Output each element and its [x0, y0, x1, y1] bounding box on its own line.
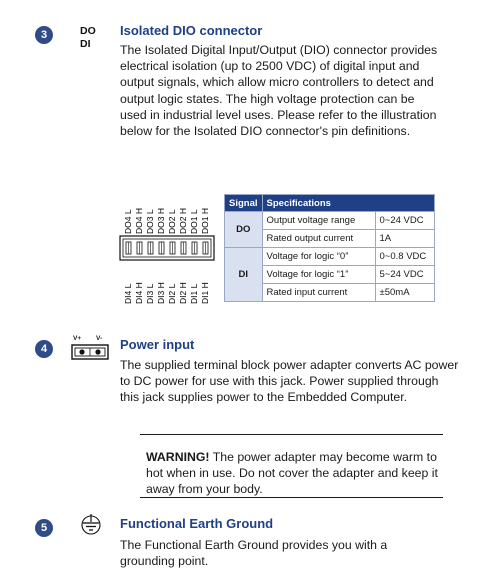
table-header-specifications: Specifications	[262, 195, 434, 212]
spec-name: Rated input current	[262, 284, 375, 302]
warning-box	[140, 434, 443, 498]
terminal-block-icon	[70, 335, 110, 363]
dio-spec-table	[224, 194, 435, 302]
pin-label-top: DO2 L	[167, 209, 177, 234]
spec-name: Output voltage range	[262, 212, 375, 230]
spec-value: 1A	[375, 230, 434, 248]
warning-text-block	[140, 449, 442, 498]
section-title-power: Power input	[120, 337, 195, 352]
table-row	[225, 248, 435, 266]
section-body-dio: The Isolated Digital Input/Output (DIO) connector provides electrical isolation (up to 2500 VDC) of digital input and output signals, which allow micro controllers to detect and output logic states. The high voltage protection can be used in industrial level uses. Please refer to the illustration below for the Isolated DIO connector's pin definitions.	[120, 43, 438, 139]
pin-label-bottom: DI3 H	[156, 282, 166, 304]
pin-label-top: DO4 H	[134, 208, 144, 234]
v-plus-label: V+	[73, 335, 82, 342]
spec-value: 0~24 VDC	[375, 212, 434, 230]
do-label: DO	[80, 25, 96, 37]
warning-text: The power adapter may become warm to hot when in use. Do not cover the adapter and keep it away from your body.	[146, 450, 438, 497]
section-title-earth-ground: Functional Earth Ground	[120, 516, 274, 531]
section-number-5: 5	[35, 519, 53, 537]
spec-value: 5~24 VDC	[375, 266, 434, 284]
di-label: DI	[80, 38, 91, 50]
signal-do: DO	[225, 212, 263, 248]
pin-label-bottom: DI3 L	[145, 283, 155, 304]
table-header-signal: Signal	[225, 195, 263, 212]
spec-name: Voltage for logic “0”	[262, 248, 375, 266]
pin-label-top: DO2 H	[178, 208, 188, 234]
pin-label-bottom: DI4 H	[134, 282, 144, 304]
section-number-4: 4	[35, 340, 53, 358]
section-body-earth-ground: The Functional Earth Ground provides you with a grounding point.	[120, 538, 388, 569]
warning-label: WARNING!	[146, 450, 210, 464]
v-minus-label: V-	[96, 335, 103, 342]
spec-value: ±50mA	[375, 284, 434, 302]
dio-connector-icon	[116, 186, 218, 306]
pin-label-bottom: DI2 H	[178, 282, 188, 304]
pin-label-bottom: DI4 L	[123, 283, 133, 304]
pin-label-bottom: DI1 H	[200, 282, 210, 304]
spec-value: 0~0.8 VDC	[375, 248, 434, 266]
pin-label-top: DO3 L	[145, 209, 155, 234]
pin-label-top: DO3 H	[156, 208, 166, 234]
earth-ground-icon	[78, 513, 104, 537]
pin-label-top: DO1 H	[200, 208, 210, 234]
pin-label-top: DO1 L	[189, 209, 199, 234]
pin-label-top: DO4 L	[123, 209, 133, 234]
section-body-power: The supplied terminal block power adapter converts AC power to DC power for use with this jack. Power supplied through this jack supplies power to the Embedded Computer.	[120, 358, 459, 405]
section-number-3: 3	[35, 26, 53, 44]
pin-label-bottom: DI1 L	[189, 283, 199, 304]
spec-name: Voltage for logic “1”	[262, 266, 375, 284]
section-title-dio: Isolated DIO connector	[120, 23, 263, 38]
pin-label-bottom: DI2 L	[167, 283, 177, 304]
table-row	[225, 212, 435, 230]
spec-name: Rated output current	[262, 230, 375, 248]
signal-di: DI	[225, 248, 263, 302]
